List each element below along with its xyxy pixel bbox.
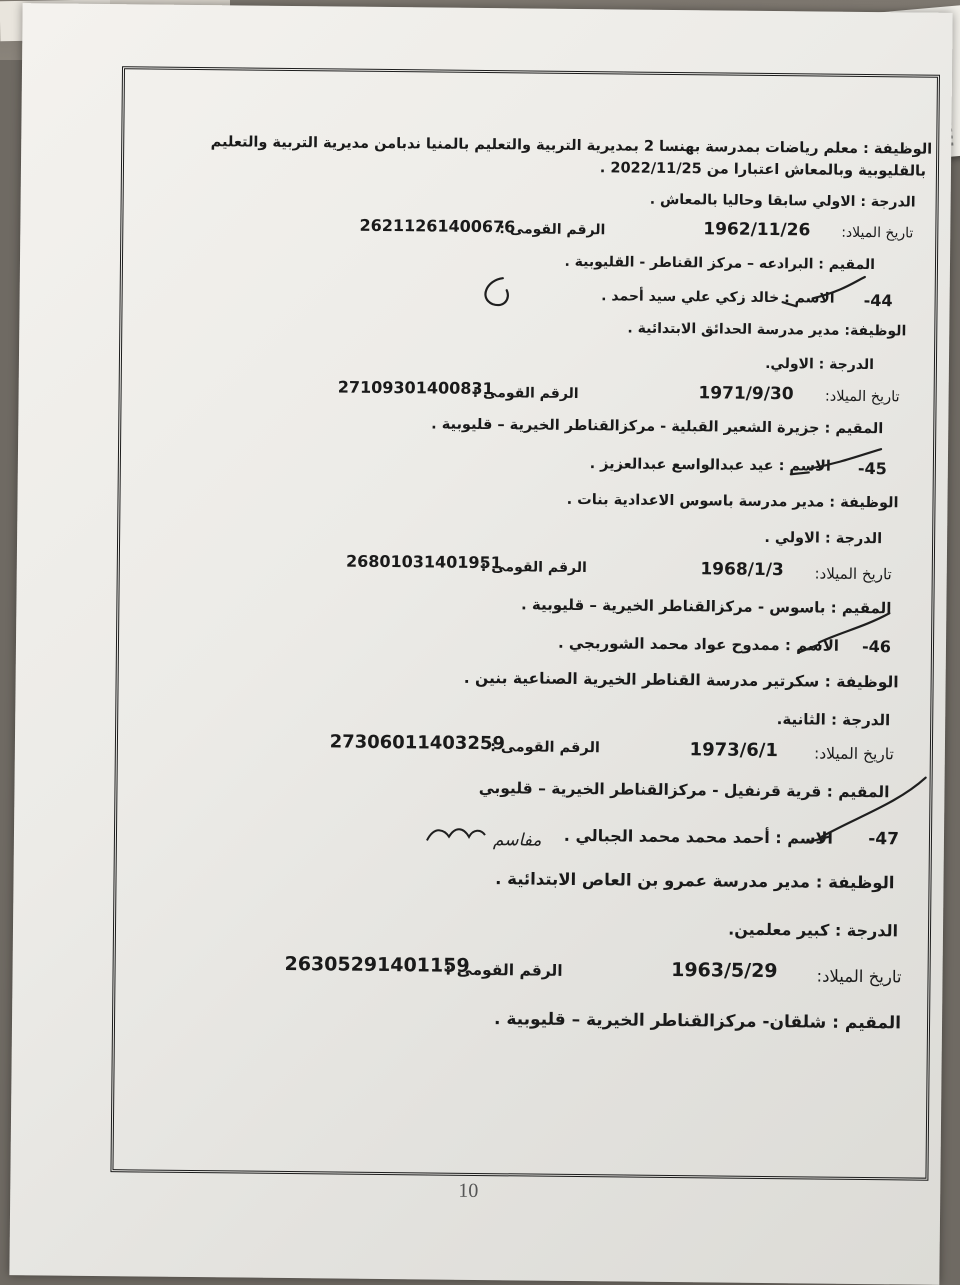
entry-grade: الدرجة : كبير معلمين.	[728, 919, 899, 941]
page-border-frame	[110, 66, 940, 1181]
entry-birth-value: 1971/9/30	[698, 383, 794, 405]
handwritten-marks	[113, 69, 936, 1177]
entry-name: الاسم : أحمد محمد محمد الجبالي .	[563, 825, 834, 848]
handwritten-signature-47-icon	[427, 829, 485, 841]
entry-birth-value: 1963/5/29	[671, 959, 778, 983]
checkmark-44-icon	[783, 302, 797, 306]
checkmark-46-icon	[799, 644, 819, 652]
entry-birth-label: تاريخ الميلاد:	[824, 388, 900, 406]
entry-birth-label: تاريخ الميلاد:	[813, 744, 894, 764]
intro-job-line-2: بالقليوبية وبالمعاش اعتبارا من 2022/11/25 .	[599, 160, 927, 180]
entry-birth-value: 1968/1/3	[700, 559, 784, 581]
checkmark-45-icon	[791, 472, 809, 474]
checkmark-47-icon	[822, 777, 926, 838]
checkmark-46-icon	[819, 613, 889, 644]
entry-birth-label: تاريخ الميلاد:	[814, 564, 892, 584]
intro-grade: الدرجة : الاولي سابقا وحاليا بالمعاش .	[649, 191, 916, 211]
checkmark-44-icon	[813, 276, 865, 299]
intro-birth-value: 1962/11/26	[703, 219, 811, 241]
entry-name: الاسم : خالد زكي علي سيد أحمد .	[601, 288, 835, 307]
entry-residence: المقيم : جزيرة الشعير القبلية - مركزالقناطر الخيرية – قليوبية .	[431, 416, 884, 438]
entry-name: الاسم : عيد عبدالواسع عبدالعزيز .	[589, 456, 831, 475]
page-number: 10	[458, 1179, 479, 1203]
entry-number: 46-	[861, 636, 892, 657]
document-page	[9, 3, 952, 1285]
entry-name: الاسم : ممدوح عواد محمد الشوربجي .	[557, 633, 840, 655]
entry-grade: الدرجة : الاولي.	[765, 355, 875, 374]
entry-number: 47-	[868, 829, 900, 850]
entry-residence: المقيم : شلقان- مركزالقناطر الخيرية – قليوبية .	[493, 1009, 902, 1034]
initial-signature-44-icon	[485, 278, 508, 305]
entry-birth-label: تاريخ الميلاد:	[816, 966, 902, 987]
entry-number: 44-	[863, 290, 893, 311]
entry-national-id-value: 27306011403259	[329, 731, 506, 755]
checkmark-45-icon	[811, 448, 881, 469]
intro-birth-label: تاريخ الميلاد:	[841, 224, 914, 242]
entry-national-id-label: الرقم القومى :	[480, 558, 587, 577]
entry-national-id-value: 27109301400831	[337, 377, 494, 399]
intro-national-id-label: الرقم القومى :	[499, 221, 606, 239]
entry-national-id-label: الرقم القومى :	[445, 960, 563, 980]
entry-national-id-value: 26801031401951	[345, 551, 502, 573]
intro-residence: المقيم : البرادعه – مركز القناطر - القليوبية .	[564, 253, 876, 274]
intro-national-id-value: 26211261400676	[359, 215, 516, 237]
entry-birth-value: 1973/6/1	[689, 739, 779, 762]
intro-job-line-1: الوظيفة : معلم رياضات بمدرسة بهنسا 2 بمديرية التربية والتعليم بالمنيا ندبامن مديرية التربية والتعليم	[210, 134, 933, 158]
entry-national-id-value: 26305291401159	[284, 952, 470, 977]
entry-job: الوظيفة : مدير مدرسة باسوس الاعدادية بنات .	[566, 491, 899, 512]
checkmark-47-icon	[807, 836, 829, 842]
handwritten-initials-47: مفاسم	[492, 830, 542, 851]
entry-residence: المقيم : باسوس - مركزالقناطر الخيرية – قليوبية .	[520, 595, 892, 618]
entry-job: الوظيفة : سكرتير مدرسة القناطر الخيرية الصناعية بنين .	[463, 668, 899, 692]
entry-grade: الدرجة : الاولي .	[764, 529, 883, 548]
entry-national-id-label: الرقم القومى :	[472, 384, 579, 403]
entry-number: 45-	[857, 458, 887, 479]
entry-residence: المقيم : قرية قرنفيل - مركزالقناطر الخيرية – قليوبي	[478, 778, 890, 802]
entry-job: الوظيفة : مدير مدرسة عمرو بن العاص الابتدائية .	[495, 869, 895, 893]
entry-national-id-label: الرقم القومى :	[490, 739, 600, 757]
entry-job: الوظيفة: مدير مدرسة الحدائق الابتدائية .	[627, 320, 907, 340]
entry-grade: الدرجة : الثانية.	[776, 710, 891, 730]
